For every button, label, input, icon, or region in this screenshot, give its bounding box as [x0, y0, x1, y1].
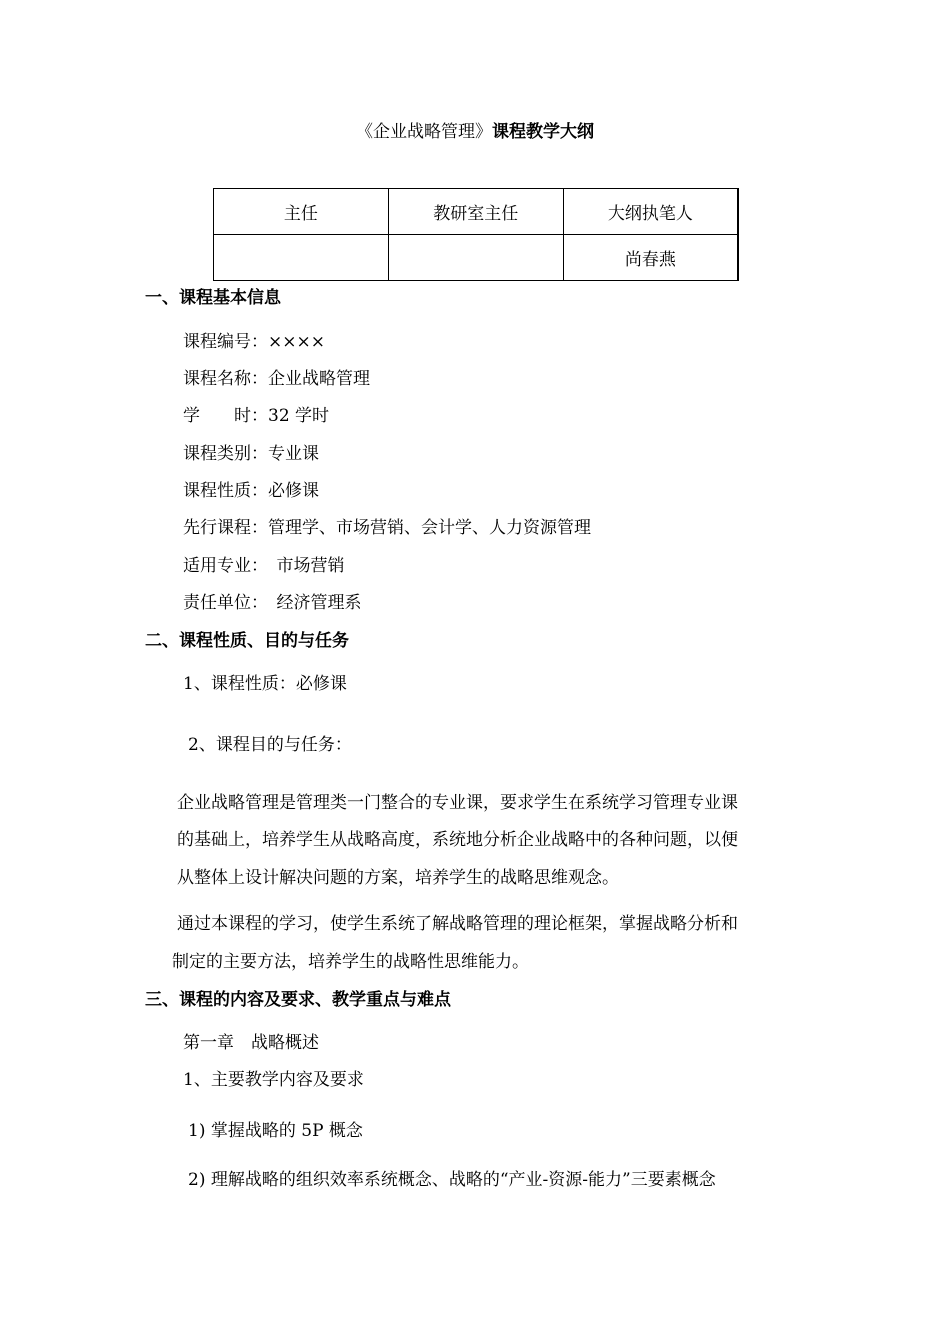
info-prerequisites: 先行课程：管理学、市场营销、会计学、人力资源管理	[183, 518, 591, 538]
chapter-1-title: 第一章 战略概述	[183, 1033, 319, 1053]
info-hours: 学 时：32 学时	[183, 406, 330, 426]
value-author: 尚春燕	[563, 235, 738, 281]
header-department-head: 教研室主任	[388, 189, 563, 235]
document-title-suffix: 课程教学大纲	[492, 122, 594, 142]
info-course-nature: 课程性质：必修课	[183, 481, 319, 501]
info-applicable-major: 适用专业： 市场营销	[183, 556, 345, 576]
info-course-code: 课程编号：××××	[183, 332, 325, 352]
info-responsible-unit: 责任单位： 经济管理系	[183, 593, 362, 613]
course-purpose-label: 2、课程目的与任务：	[188, 735, 352, 755]
value-director	[214, 235, 389, 281]
section-2-heading: 二、课程性质、目的与任务	[145, 631, 349, 651]
main-content-label: 1、主要教学内容及要求	[183, 1070, 364, 1090]
info-course-type: 课程类别：专业课	[183, 444, 319, 464]
section-1-heading: 一、课程基本信息	[145, 288, 281, 308]
header-director: 主任	[214, 189, 389, 235]
purpose-paragraph-2-line-1: 通过本课程的学习，使学生系统了解战略管理的理论框架，掌握战略分析和	[177, 914, 738, 934]
requirement-item-2: 2) 理解战略的组织效率系统概念、战略的“产业-资源-能力”三要素概念	[188, 1170, 716, 1190]
requirement-item-1: 1) 掌握战略的 5P 概念	[188, 1121, 363, 1141]
value-department-head	[388, 235, 563, 281]
course-nature-line: 1、课程性质：必修课	[183, 674, 347, 694]
signature-table-header-row	[214, 189, 739, 235]
signature-table	[213, 188, 739, 281]
info-course-name: 课程名称：企业战略管理	[183, 369, 370, 389]
purpose-paragraph-2-line-2: 制定的主要方法，培养学生的战略性思维能力。	[172, 952, 529, 972]
purpose-paragraph-1-line-3: 从整体上设计解决问题的方案，培养学生的战略思维观念。	[177, 868, 619, 888]
header-author: 大纲执笔人	[563, 189, 738, 235]
section-3-heading: 三、课程的内容及要求、教学重点与难点	[145, 990, 451, 1010]
document-title-course: 《企业战略管理》	[356, 122, 492, 142]
document-title	[0, 122, 950, 142]
purpose-paragraph-1-line-2: 的基础上，培养学生从战略高度，系统地分析企业战略中的各种问题，以便	[177, 830, 738, 850]
purpose-paragraph-1-line-1: 企业战略管理是管理类一门整合的专业课，要求学生在系统学习管理专业课	[177, 793, 738, 813]
signature-table-value-row	[214, 235, 739, 281]
